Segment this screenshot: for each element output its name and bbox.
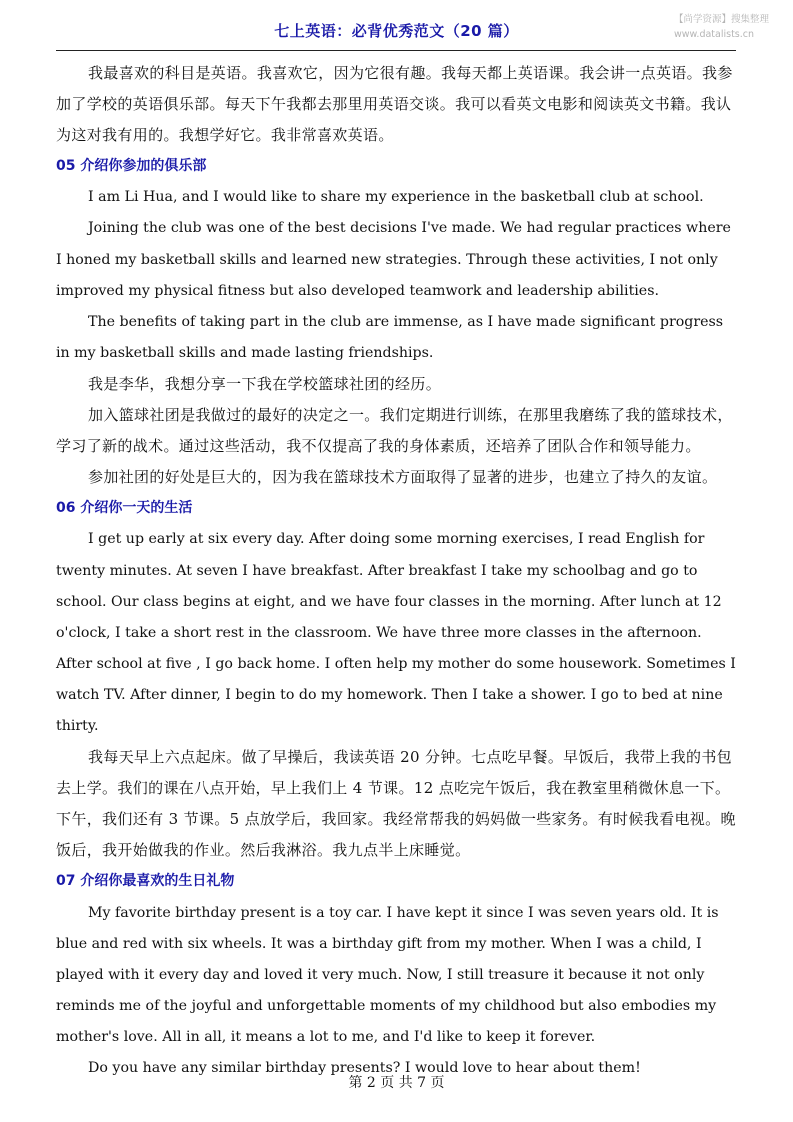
page-body [56,58,738,1084]
section-06-heading: 06 介绍你一天的生活 [56,500,193,517]
document-title: 七上英语：必背优秀范文（20 篇） [274,22,519,40]
section-07-paragraph-1: My favorite birthday present is a toy car. I have kept it since I was seven years old. It is blue and red with six wheels. It was a birthday gift from my mother. When I was a child, I played with it every day and loved it very much. Now, I still treasure it because it not only reminds me of the joyful and unforgettable moments of my childhood but also embodies my mother's love. All in all, it means a lot to me, and I'd like to keep it forever. [56,904,719,1045]
section-05-paragraph-2: Joining the club was one of the best decisions I've made. We had regular practices where I honed my basketball skills and learned new strategies. Through these activities, I not only improved my physical fitness but also developed teamwork and leadership abilities. [56,220,731,299]
watermark-url: www.datalists.cn [673,29,755,40]
section-05-paragraph-cn-2: 加入篮球社团是我做过的最好的决定之一。我们定期进行训练，在那里我磨练了我的篮球技术，学习了新的战术。通过这些活动，我不仅提高了我的身体素质，还培养了团队合作和领导能力。 [56,406,733,456]
header-divider [56,50,736,51]
section-05-paragraph-cn-3: 参加社团的好处是巨大的，因为我在篮球技术方面取得了显著的进步，也建立了持久的友谊。 [88,468,718,487]
section-05-heading: 05 介绍你参加的俱乐部 [56,158,207,175]
section-06-paragraph-cn-1: 我每天早上六点起床。做了早操后，我读英语 20 分钟。七点吃早餐。早饭后，我带上我的书包去上学。我们的课在八点开始，早上我们上 4 节课。12 点吃完午饭后，我在教室里稍微休息一下。下午，我们还有 3 节课。5 点放学后，我回家。我经常帮我的妈妈做一些家务。有时候我看电视。晚饭后，我开始做我的作业。然后我淋浴。我九点半上床睡觉。 [56,748,736,860]
section-07-heading: 07 介绍你最喜欢的生日礼物 [56,873,235,890]
section-05-paragraph-cn-1: 我是李华，我想分享一下我在学校篮球社团的经历。 [88,374,442,393]
watermark [674,12,769,42]
watermark-source: 【尚学资源】搜集整理 [673,14,769,25]
section-06-paragraph-1: I get up early at six every day. After doing some morning exercises, I read English for twenty minutes. At seven I have breakfast. After breakfast I take my schoolbag and go to school. Our class begins at eight, and we have four classes in the morning. After lunch at 12 o'clock, I take a short rest in the classroom. We have three more classes in the afternoon. After school at five , I go back home. I often help my mother do some housework. Sometimes I watch TV. After dinner, I begin to do my homework. Then I take a shower. I go to bed at nine thirty. [56,531,736,734]
section-05-paragraph-1: I am Li Hua, and I would like to share my experience in the basketball club at school. [88,189,704,206]
section-07-paragraph-2: Do you have any similar birthday presents? I would love to hear about them! [88,1060,641,1076]
section-05-paragraph-3: The benefits of taking part in the club are immense, as I have made significant progress in my basketball skills and made lasting friendships. [56,313,724,361]
page-number: 第 2 页 共 7 页 [348,1075,445,1091]
intro-paragraph-cn: 我最喜欢的科目是英语。我喜欢它，因为它很有趣。我每天都上英语课。我会讲一点英语。我参加了学校的英语俱乐部。每天下午我都去那里用英语交谈。我可以看英文电影和阅读英文书籍。我认为这对我有用的。我想学好它。我非常喜欢英语。 [56,64,733,145]
